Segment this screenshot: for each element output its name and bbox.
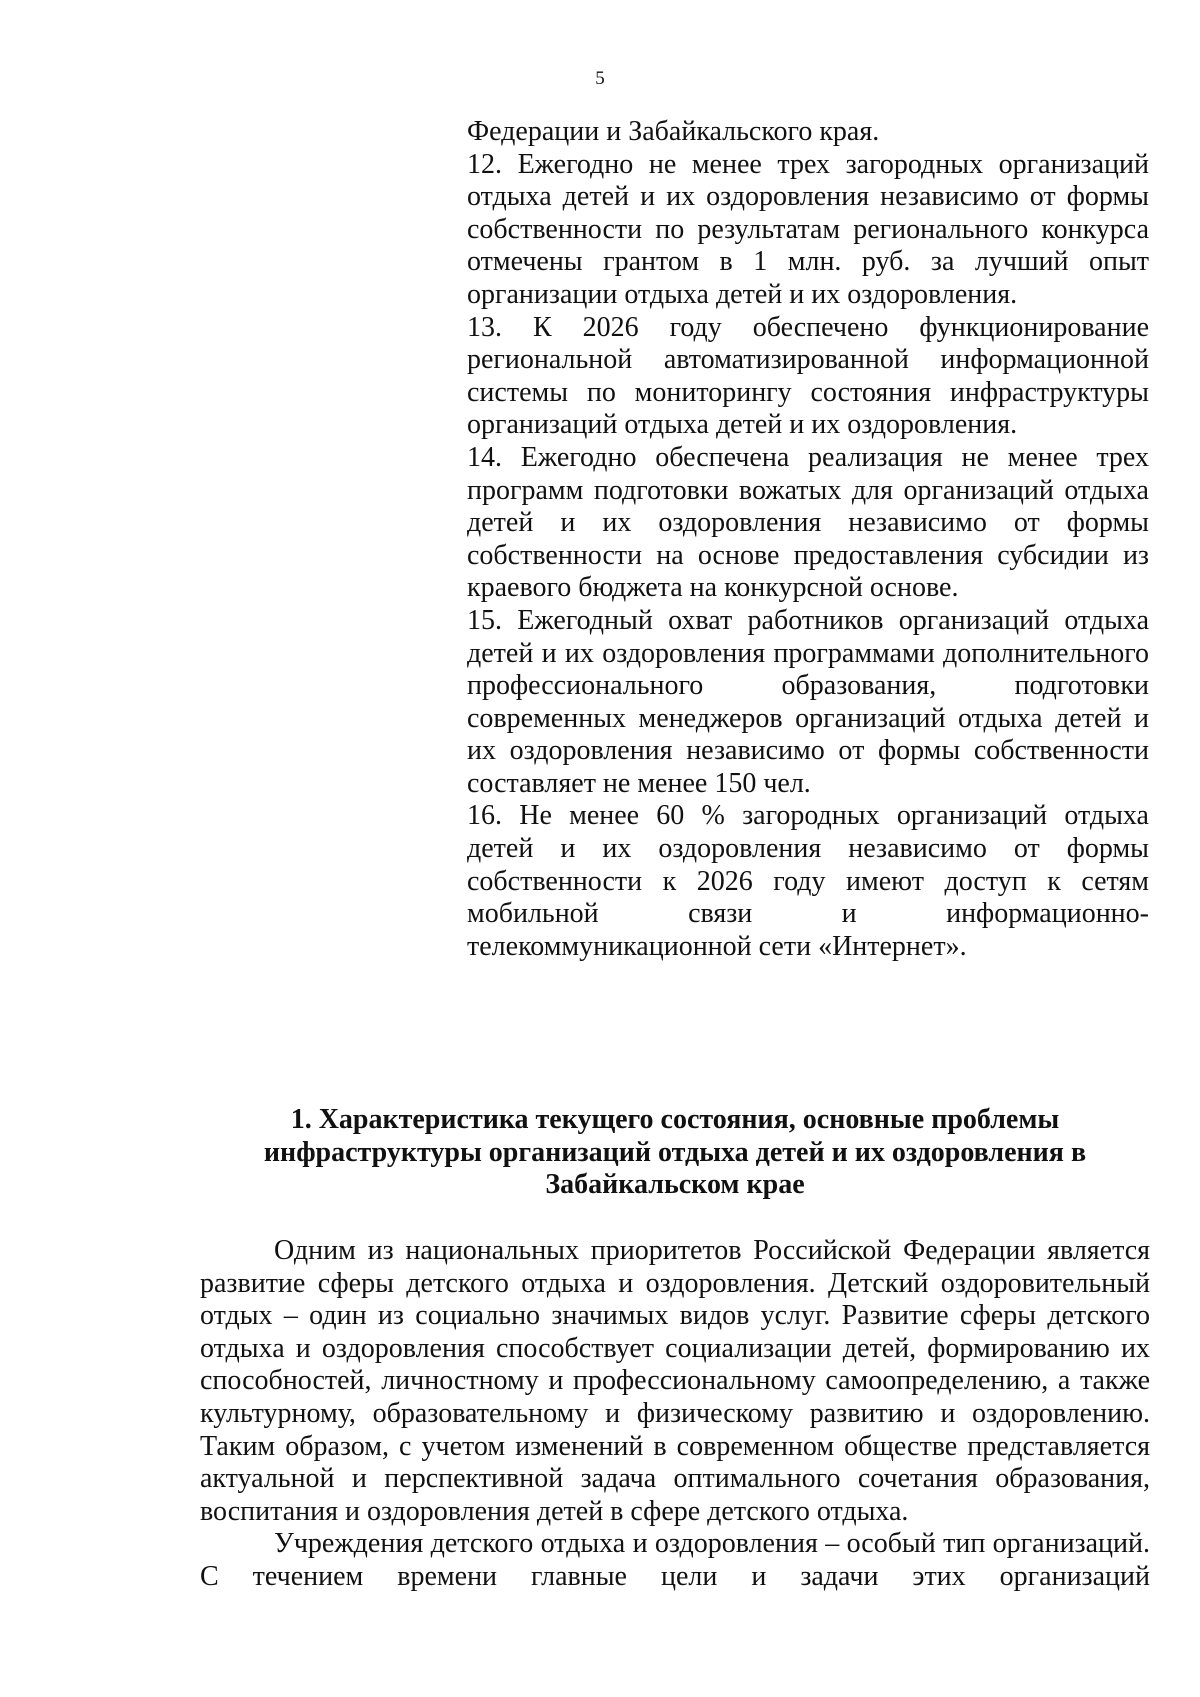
section-body [200, 1235, 1150, 1594]
list-item-15: 15. Ежегодный охват работников организаций отдыха детей и их оздоровления программами дополнительного профессионального образования, подготовки современных менеджеров организаций отдыха детей и их оздоровления независимо от формы собственности составляет не менее 150 чел. [467, 604, 1149, 799]
list-item-16: 16. Не менее 60 % загородных организаций отдыха детей и их оздоровления независимо от формы собственности к 2026 году имеют доступ к сетям мобильной связи и информационно-телекоммуникационной сети «Интернет». [467, 800, 1149, 962]
list-item-13: 13. К 2026 году обеспечено функционирование региональной автоматизированной информационной системы по мониторингу состояния инфраструктуры организаций отдыха детей и их оздоровления. [467, 311, 1149, 441]
list-item-12: 12. Ежегодно не менее трех загородных организаций отдыха детей и их оздоровления независимо от формы собственности по результатам регионального конкурса отмечены грантом в 1 млн. руб. за лучший опыт организации отдыха детей и их оздоровления. [467, 148, 1149, 310]
section-heading-line: Забайкальском крае [545, 1169, 805, 1201]
numbered-list-continuation [467, 116, 1149, 963]
section-heading-line: инфраструктуры организаций отдыха детей и их оздоровления в [263, 1136, 1087, 1168]
list-continuation-line: Федерации и Забайкальского края. [467, 116, 880, 147]
list-item-14: 14. Ежегодно обеспечена реализация не менее трех программ подготовки вожатых для организаций отдыха детей и их оздоровления независимо от формы собственности на основе предоставления субсидии из краевого бюджета на конкурсной основе. [467, 441, 1149, 604]
section-heading [200, 1104, 1150, 1202]
section-heading-line: 1. Характеристика текущего состояния, основные проблемы [290, 1104, 1060, 1135]
body-paragraph: Одним из национальных приоритетов Российской Федерации является развитие сферы детского отдыха и оздоровления. Детский оздоровительный отдых – один из социально значимых видов услуг. Развитие сферы детского отдыха и оздоровления способствует социализации детей, формированию их способностей, личностному и профессиональному самоопределению, а также культурному, образовательному и физическому развитию и оздоровлению. Таким образом, с учетом изменений в современном обществе представляется актуальной и перспективной задача оптимального сочетания образования, воспитания и оздоровления детей в сфере детского отдыха. [200, 1235, 1150, 1527]
page-number: 5 [595, 68, 605, 89]
body-paragraph: Учреждения детского отдыха и оздоровления – особый тип организаций. С течением времени главные цели и задачи этих организаций [200, 1528, 1150, 1592]
